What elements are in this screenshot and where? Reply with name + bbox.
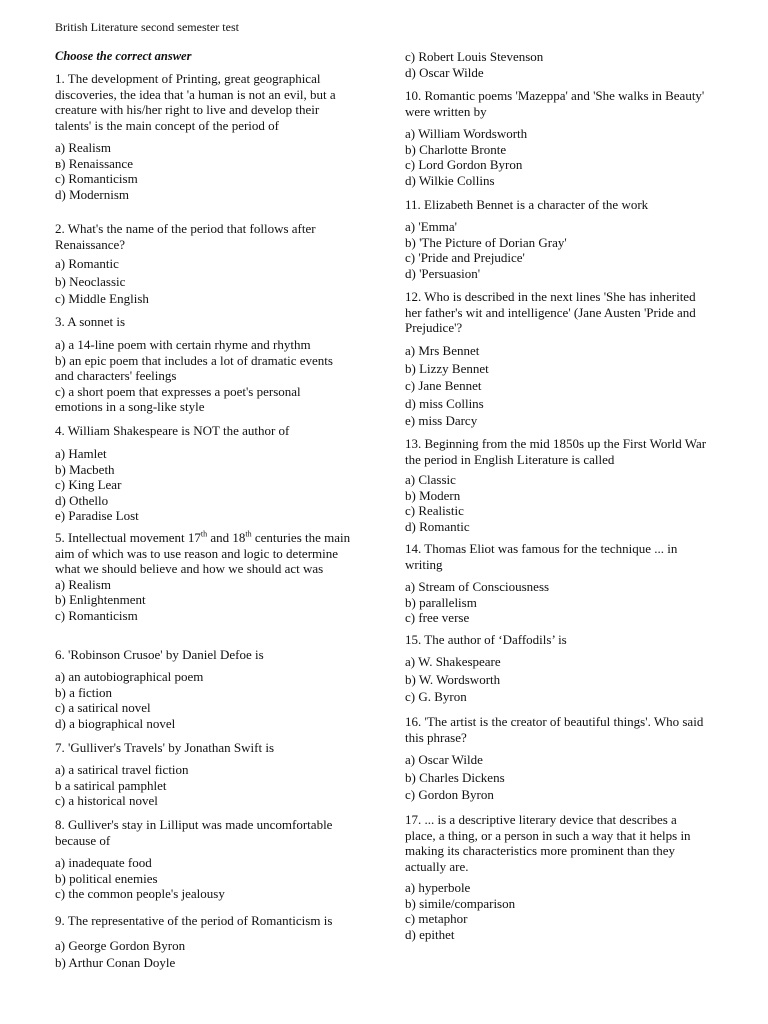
test-header: British Literature second semester test xyxy=(55,20,239,34)
option: c) 'Pride and Prejudice' xyxy=(405,250,525,265)
option: c) King Lear xyxy=(55,477,122,492)
question-8 xyxy=(55,817,355,848)
question-text: 12. Who is described in the next lines 'She has inherited her father's wit and intelligence' (Jane Austen 'Pride and Prejudice'? xyxy=(405,289,696,335)
option: a) hyperbole xyxy=(405,880,471,895)
option: в) Renaissance xyxy=(55,155,133,171)
question-text: 11. Elizabeth Bennet is a character of the work xyxy=(405,197,649,212)
option: c) Realistic xyxy=(405,503,464,518)
question-2 xyxy=(55,221,355,252)
option: d) 'Persuasion' xyxy=(405,265,481,281)
option: a) Stream of Consciousness xyxy=(405,579,550,594)
option: e) Paradise Lost xyxy=(55,508,139,523)
question-10 xyxy=(405,88,705,119)
option: a) William Wordsworth xyxy=(405,126,528,141)
option: d) Othello xyxy=(55,492,109,508)
question-text: 14. Thomas Eliot was famous for the technique ... in writing xyxy=(405,541,678,572)
option: c) a satirical novel xyxy=(55,700,151,715)
instruction: Choose the correct answer xyxy=(55,49,192,63)
option: e) miss Darcy xyxy=(405,413,478,428)
option: c) a historical novel xyxy=(55,793,158,808)
option: c) Lord Gordon Byron xyxy=(405,157,523,172)
question-text: 2. What's the name of the period that follows after Renaissance? xyxy=(55,221,316,252)
question-14 xyxy=(405,541,710,572)
question-6 xyxy=(55,647,355,663)
option: b) Neoclassic xyxy=(55,273,126,289)
question-11-options xyxy=(405,219,705,281)
option: d) Wilkie Collins xyxy=(405,172,495,188)
option: a) Romantic xyxy=(55,256,119,271)
option: b) Charlotte Bronte xyxy=(405,141,507,157)
option: b) an epic poem that includes a lot of dramatic events and characters' feelings xyxy=(55,352,333,383)
question-text: 3. A sonnet is xyxy=(55,314,126,329)
option: b) parallelism xyxy=(405,594,477,610)
option: b) political enemies xyxy=(55,870,158,886)
question-text: 9. The representative of the period of Romanticism is xyxy=(55,913,333,928)
option: d) miss Collins xyxy=(405,395,484,411)
option: b) Macbeth xyxy=(55,461,115,477)
question-8-options xyxy=(55,855,355,902)
question-2-options xyxy=(55,256,355,307)
question-9-options xyxy=(55,938,355,970)
question-text: 10. Romantic poems 'Mazeppa' and 'She walks in Beauty' were written by xyxy=(405,88,705,119)
question-text: 16. 'The artist is the creator of beautiful things'. Who said this phrase? xyxy=(405,714,704,745)
option: d) Romantic xyxy=(405,518,470,534)
option: b) Charles Dickens xyxy=(405,769,505,785)
option: c) the common people's jealousy xyxy=(55,886,225,901)
option: c) free verse xyxy=(405,610,470,625)
option: a) a 14-line poem with certain rhyme and rhythm xyxy=(55,337,311,352)
question-text: 15. The author of ‘Daffodils’ is xyxy=(405,632,567,647)
option: a) George Gordon Byron xyxy=(55,938,186,953)
option: b) Lizzy Bennet xyxy=(405,360,489,376)
question-text: 8. Gulliver's stay in Lilliput was made uncomfortable because of xyxy=(55,817,333,848)
question-7 xyxy=(55,740,355,756)
option: a) Mrs Bennet xyxy=(405,343,480,358)
question-text: 4. William Shakespeare is NOT the author of xyxy=(55,423,290,438)
question-text: 1. The development of Printing, great geographical discoveries, the idea that 'a human is not an evil, but a creature with his/her right to live and develop their talents' is the main concept of the period of xyxy=(55,71,336,133)
question-text: 5. Intellectual movement 17th and 18th centuries the main aim of which was to use reason and logic to determine what we should believe and how we should act was xyxy=(55,529,351,576)
option: d) Modernism xyxy=(55,186,130,202)
option: b a satirical pamphlet xyxy=(55,777,167,793)
question-13-options xyxy=(405,472,705,534)
question-14-options xyxy=(405,579,705,626)
option: c) Romanticism xyxy=(55,607,138,623)
option: a) an autobiographical poem xyxy=(55,669,204,684)
option: c) Robert Louis Stevenson xyxy=(405,49,544,64)
question-13 xyxy=(405,436,715,467)
option: a) Oscar Wilde xyxy=(405,752,483,767)
question-6-options xyxy=(55,669,355,731)
question-10-options xyxy=(405,126,705,188)
option: b) Modern xyxy=(405,487,461,503)
question-16-options xyxy=(405,752,705,803)
question-9-options-continued xyxy=(405,49,715,80)
question-12-options xyxy=(405,343,705,429)
question-text: 17. ... is a descriptive literary device that describes a place, a thing, or a person in such a way that it helps in making its characteristics more prominent than they actually are. xyxy=(405,812,691,874)
question-15-options xyxy=(405,654,705,705)
question-4 xyxy=(55,423,355,439)
option: a) Realism xyxy=(55,576,111,592)
question-12 xyxy=(405,289,705,336)
question-7-options xyxy=(55,762,355,809)
option: b) Enlightenment xyxy=(55,592,146,607)
option: a) a satirical travel fiction xyxy=(55,762,189,777)
option: c) Gordon Byron xyxy=(405,787,494,802)
option: d) a biographical novel xyxy=(55,715,176,731)
question-5 xyxy=(55,530,355,623)
option: b) a fiction xyxy=(55,684,113,700)
option: d) Oscar Wilde xyxy=(405,64,484,80)
question-9 xyxy=(55,913,365,929)
question-17 xyxy=(405,812,705,874)
question-15 xyxy=(405,632,705,648)
option: c) Jane Bennet xyxy=(405,378,482,393)
option: a) 'Emma' xyxy=(405,219,457,234)
option: a) inadequate food xyxy=(55,855,152,870)
option: b) 'The Picture of Dorian Gray' xyxy=(405,234,567,250)
option: b) simile/comparison xyxy=(405,895,516,911)
option: c) Romanticism xyxy=(55,171,138,186)
question-text: 7. 'Gulliver's Travels' by Jonathan Swift is xyxy=(55,740,275,755)
question-17-options xyxy=(405,880,705,942)
question-1 xyxy=(55,71,355,133)
option: d) epithet xyxy=(405,926,455,942)
option: c) G. Byron xyxy=(405,689,467,704)
option: a) Realism xyxy=(55,140,111,155)
question-text: 13. Beginning from the mid 1850s up the First World War the period in English Literature is called xyxy=(405,436,707,467)
question-4-options xyxy=(55,446,355,524)
option: a) Classic xyxy=(405,472,456,487)
option: c) a short poem that expresses a poet's personal emotions in a song-like style xyxy=(55,383,301,414)
option: b) W. Wordsworth xyxy=(405,671,501,687)
question-3 xyxy=(55,314,355,330)
option: a) W. Shakespeare xyxy=(405,654,501,669)
question-11 xyxy=(405,197,715,213)
question-text: 6. 'Robinson Crusoe' by Daniel Defoe is xyxy=(55,647,264,662)
question-3-options xyxy=(55,337,345,415)
option: b) Arthur Conan Doyle xyxy=(55,954,176,970)
option: c) Middle English xyxy=(55,291,149,306)
option: a) Hamlet xyxy=(55,446,107,461)
question-16 xyxy=(405,714,715,745)
question-1-options xyxy=(55,140,355,202)
option: c) metaphor xyxy=(405,911,468,926)
